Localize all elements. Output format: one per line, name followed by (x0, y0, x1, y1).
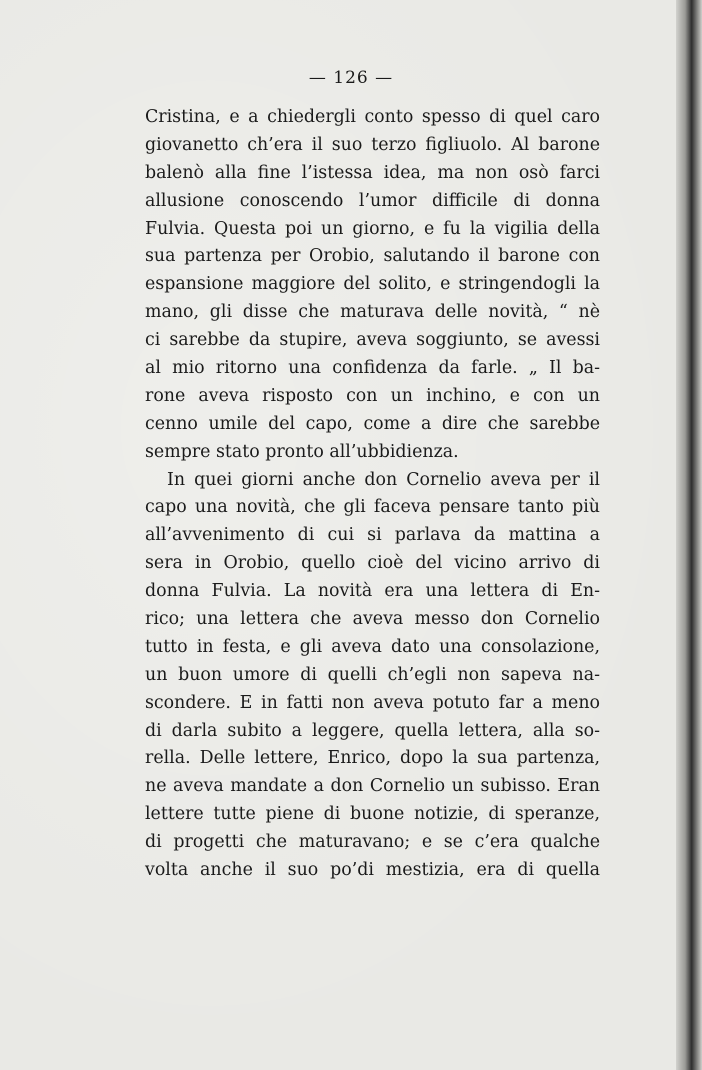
text-line: Fulvia. Questa poi un giorno, e fu la vigilia della (145, 218, 600, 239)
text-line: mano, gli disse che maturava delle novità, “ nè (145, 302, 600, 323)
page-text-body (145, 104, 600, 885)
text-line: di darla subito a leggere, quella lettera, alla so- (145, 720, 600, 741)
text-line: espansione maggiore del solito, e stringendogli la (145, 274, 600, 295)
text-line: allusione conoscendo l’umor difficile di donna (145, 190, 600, 211)
text-line: sempre stato pronto all’ubbidienza. (145, 441, 459, 462)
text-line: rella. Delle lettere, Enrico, dopo la sua partenza, (145, 748, 600, 769)
text-line: scondere. E in fatti non aveva potuto far a meno (145, 692, 600, 713)
text-line: donna Fulvia. La novità era una lettera di En- (145, 581, 600, 602)
text-line: capo una novità, che gli faceva pensare tanto più (145, 497, 600, 518)
text-line: Cristina, e a chiedergli conto spesso di quel caro (145, 107, 600, 127)
text-line: giovanetto ch’era il suo terzo figliuolo. Al barone (145, 134, 600, 155)
text-line: sua partenza per Orobio, salutando il barone con (145, 246, 600, 267)
text-line: volta anche il suo po’di mestizia, era di quella (145, 860, 600, 881)
text-line: rico; una lettera che aveva messo don Cornelio (145, 609, 600, 630)
text-line: di progetti che maturavano; e se c’era qualche (145, 832, 600, 853)
text-line: sera in Orobio, quello cioè del vicino arrivo di (145, 553, 600, 574)
text-line: tutto in festa, e gli aveva dato una consolazione, (145, 636, 600, 657)
text-line: ci sarebbe da stupire, aveva soggiunto, se avessi (145, 330, 600, 351)
text-line: lettere tutte piene di buone notizie, di speranze, (145, 804, 600, 825)
text-line: all’avvenimento di cui si parlava da mattina a (145, 525, 600, 546)
text-line: In quei giorni anche don Cornelio aveva per il (167, 469, 600, 490)
text-line: cenno umile del capo, come a dire che sarebbe (145, 413, 600, 434)
book-spine-shadow (676, 0, 702, 1070)
page-number: — 126 — (308, 68, 394, 88)
text-line: ne aveva mandate a don Cornelio un subisso. Eran (145, 776, 600, 797)
text-line: un buon umore di quelli ch’egli non sapeva na- (145, 664, 600, 685)
text-line: rone aveva risposto con un inchino, e con un (145, 385, 600, 406)
text-line: balenò alla fine l’istessa idea, ma non osò farci (145, 162, 600, 183)
text-line: al mio ritorno una confidenza da farle. „ Il ba- (145, 358, 600, 379)
